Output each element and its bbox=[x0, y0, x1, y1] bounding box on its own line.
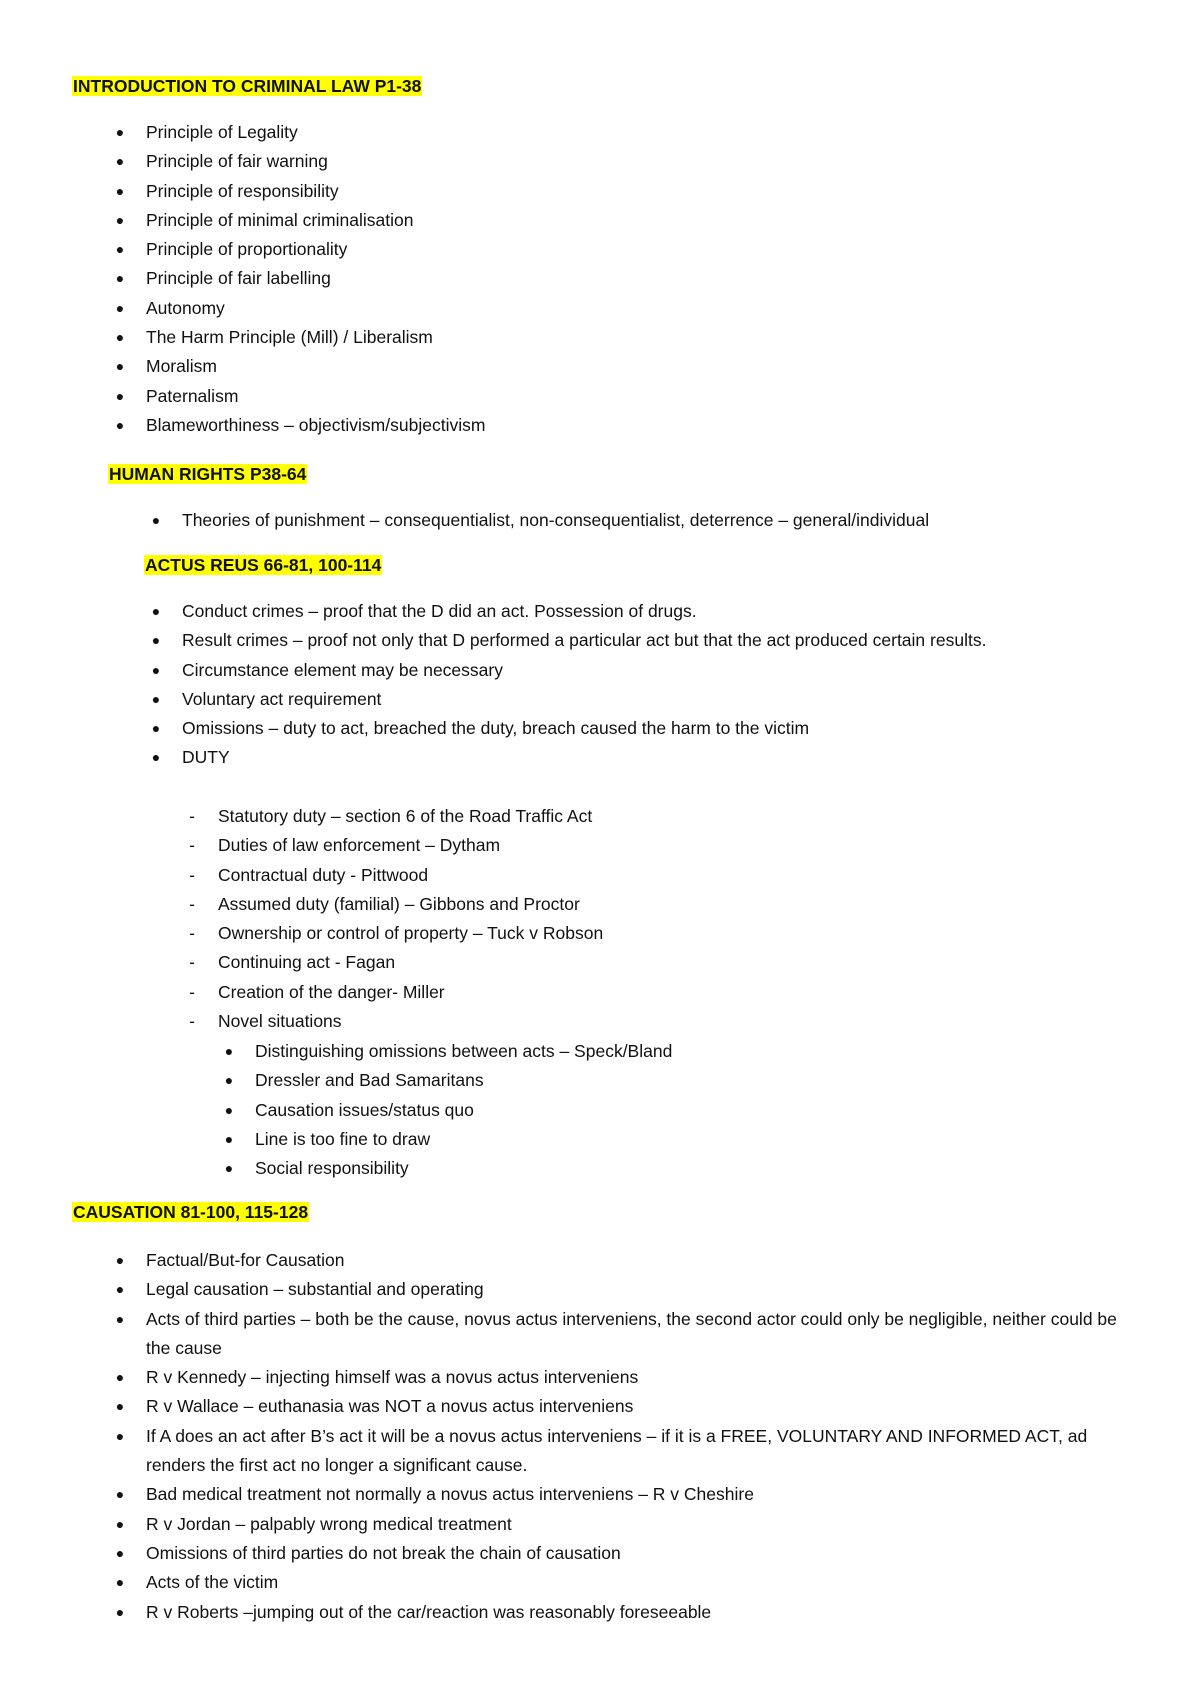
list-item-text: R v Jordan – palpably wrong medical treatment bbox=[146, 1513, 512, 1534]
list-item bbox=[115, 1392, 1136, 1421]
bullet-icon: ● bbox=[115, 1544, 125, 1561]
list-item bbox=[115, 118, 1146, 147]
list-item bbox=[115, 352, 1146, 381]
bullet-icon: ● bbox=[115, 387, 125, 404]
list-item bbox=[151, 597, 1082, 626]
list-item-text: Creation of the danger- Miller bbox=[218, 981, 445, 1002]
bullet-icon: ● bbox=[115, 241, 125, 258]
list-item-text: Moralism bbox=[146, 356, 217, 377]
dash-icon: - bbox=[189, 806, 195, 826]
bullet-icon: ● bbox=[224, 1072, 234, 1089]
bullet-icon: ● bbox=[151, 690, 161, 707]
human-rights-list bbox=[151, 506, 1162, 535]
bullet-icon: ● bbox=[224, 1043, 234, 1059]
bullet-icon: ● bbox=[115, 124, 125, 140]
bullet-icon: ● bbox=[115, 211, 125, 228]
bullet-icon: ● bbox=[151, 512, 161, 528]
list-item-text: Blameworthiness – objectivism/subjectivism bbox=[146, 414, 486, 435]
dash-icon: - bbox=[189, 923, 195, 944]
list-item-text: DUTY bbox=[182, 747, 230, 768]
dash-icon: - bbox=[189, 952, 195, 973]
list-item-text: Ownership or control of property – Tuck v Robson bbox=[218, 923, 604, 944]
bullet-icon: ● bbox=[151, 749, 161, 766]
list-item-text: Principle of proportionality bbox=[146, 239, 348, 260]
bullet-icon: ● bbox=[115, 1515, 125, 1532]
bullet-icon: ● bbox=[151, 632, 161, 649]
list-item bbox=[115, 1246, 1136, 1275]
list-item bbox=[115, 411, 1146, 440]
list-item bbox=[115, 147, 1146, 176]
dash-icon: - bbox=[189, 1011, 195, 1032]
list-item-text: Autonomy bbox=[146, 297, 225, 318]
bullet-icon: ● bbox=[115, 1281, 125, 1298]
novel-situations-list bbox=[224, 1037, 1135, 1183]
bullet-icon: ● bbox=[115, 416, 125, 433]
bullet-icon: ● bbox=[115, 358, 125, 375]
list-item-text: Acts of the victim bbox=[146, 1572, 279, 1593]
list-item-text: R v Roberts –jumping out of the car/reaction was reasonably foreseeable bbox=[146, 1601, 712, 1622]
actus-reus-heading bbox=[144, 553, 382, 577]
list-item-text: Principle of responsibility bbox=[146, 180, 339, 201]
list-item-text: Voluntary act requirement bbox=[182, 688, 382, 709]
human-rights-heading bbox=[108, 462, 307, 486]
list-item bbox=[115, 382, 1146, 411]
human-rights-heading-text: HUMAN RIGHTS P38-64 bbox=[109, 464, 307, 484]
list-item-text: Causation issues/status quo bbox=[255, 1099, 474, 1120]
list-item bbox=[189, 978, 1118, 1007]
bullet-icon: ● bbox=[115, 270, 125, 287]
list-item bbox=[224, 1066, 1135, 1095]
bullet-icon: ● bbox=[115, 1398, 125, 1415]
list-item-text: Legal causation – substantial and operating bbox=[146, 1279, 484, 1300]
list-item-text: Acts of third parties – both be the cause, novus actus interveniens, the second actor could only be negligible, neither could be the cause bbox=[146, 1308, 1117, 1358]
dash-icon: - bbox=[189, 981, 195, 1002]
list-item-text: Novel situations bbox=[218, 1011, 342, 1032]
bullet-icon: ● bbox=[151, 720, 161, 737]
bullet-icon: ● bbox=[224, 1160, 234, 1177]
list-item-text: If A does an act after B’s act it will be a novus actus interveniens – if it is a FREE, VOLUNTARY AND INFORMED ACT, ad renders the first act no longer a significant cause. bbox=[146, 1425, 1088, 1476]
list-item-text: Social responsibility bbox=[255, 1158, 409, 1179]
list-item-text: Theories of punishment – consequentialist, non-consequentialist, deterrence – general/individual bbox=[182, 510, 930, 530]
list-item-text: Continuing act - Fagan bbox=[218, 952, 396, 973]
bullet-icon: ● bbox=[151, 661, 161, 678]
list-item bbox=[115, 323, 1146, 352]
list-item bbox=[189, 890, 1118, 919]
list-item bbox=[189, 802, 1118, 831]
bullet-icon: ● bbox=[115, 1427, 125, 1444]
list-item bbox=[115, 1363, 1136, 1392]
list-item bbox=[115, 206, 1146, 235]
list-item bbox=[115, 235, 1146, 264]
list-item bbox=[151, 656, 1082, 685]
list-item-text: Principle of fair warning bbox=[146, 151, 328, 172]
list-item bbox=[224, 1125, 1135, 1154]
bullet-icon: ● bbox=[115, 1574, 125, 1591]
bullet-icon: ● bbox=[115, 1310, 125, 1327]
list-item bbox=[189, 948, 1118, 977]
list-item-text: Bad medical treatment not normally a novus actus interveniens – R v Cheshire bbox=[146, 1484, 754, 1505]
list-item bbox=[115, 1510, 1136, 1539]
list-item bbox=[189, 1007, 1118, 1036]
bullet-icon: ● bbox=[115, 1486, 125, 1503]
duty-list bbox=[189, 802, 1118, 1036]
list-item bbox=[151, 506, 1162, 535]
list-item bbox=[151, 714, 1082, 743]
list-item bbox=[189, 861, 1118, 890]
list-item bbox=[151, 626, 1082, 655]
list-item bbox=[115, 1422, 1136, 1481]
bullet-icon: ● bbox=[224, 1101, 234, 1118]
list-item-text: Principle of Legality bbox=[146, 122, 298, 142]
list-item-text: The Harm Principle (Mill) / Liberalism bbox=[146, 327, 433, 348]
actus-reus-list bbox=[151, 597, 1082, 773]
list-item bbox=[115, 1539, 1136, 1568]
actus-reus-heading-text: ACTUS REUS 66-81, 100-114 bbox=[145, 555, 382, 575]
list-item-text: Principle of minimal criminalisation bbox=[146, 209, 414, 230]
list-item-text: Contractual duty - Pittwood bbox=[218, 864, 429, 885]
intro-heading-text: INTRODUCTION TO CRIMINAL LAW P1-38 bbox=[73, 76, 422, 96]
list-item bbox=[115, 177, 1146, 206]
list-item bbox=[115, 1275, 1136, 1304]
list-item-text: Conduct crimes – proof that the D did an act. Possession of drugs. bbox=[182, 601, 697, 621]
list-item bbox=[189, 919, 1118, 948]
list-item-text: Distinguishing omissions between acts – Speck/Bland bbox=[255, 1041, 673, 1061]
list-item-text: Duties of law enforcement – Dytham bbox=[218, 835, 501, 856]
list-item bbox=[115, 1598, 1136, 1627]
list-item-text: Dressler and Bad Samaritans bbox=[255, 1070, 484, 1091]
list-item bbox=[115, 1568, 1136, 1597]
list-item-text: Factual/But-for Causation bbox=[146, 1250, 345, 1270]
causation-heading-text: CAUSATION 81-100, 115-128 bbox=[73, 1202, 309, 1222]
bullet-icon: ● bbox=[115, 153, 125, 170]
list-item bbox=[115, 1480, 1136, 1509]
list-item-text: Omissions – duty to act, breached the duty, breach caused the harm to the victim bbox=[182, 718, 810, 739]
bullet-icon: ● bbox=[115, 182, 125, 199]
dash-icon: - bbox=[189, 864, 195, 885]
list-item bbox=[151, 685, 1082, 714]
bullet-icon: ● bbox=[115, 1603, 125, 1620]
causation-heading bbox=[72, 1200, 309, 1224]
list-item-text: R v Wallace – euthanasia was NOT a novus actus interveniens bbox=[146, 1396, 634, 1417]
dash-icon: - bbox=[189, 893, 195, 914]
bullet-icon: ● bbox=[115, 329, 125, 346]
causation-list bbox=[115, 1246, 1136, 1627]
intro-list bbox=[115, 118, 1146, 440]
list-item bbox=[115, 1305, 1136, 1364]
list-item bbox=[115, 294, 1146, 323]
list-item-text: Paternalism bbox=[146, 385, 239, 406]
list-item-text: Omissions of third parties do not break the chain of causation bbox=[146, 1542, 621, 1563]
list-item-text: Assumed duty (familial) – Gibbons and Proctor bbox=[218, 893, 580, 914]
bullet-icon: ● bbox=[151, 603, 161, 619]
dash-icon: - bbox=[189, 835, 195, 856]
intro-heading bbox=[72, 74, 422, 98]
bullet-icon: ● bbox=[115, 1252, 125, 1268]
bullet-icon: ● bbox=[115, 299, 125, 316]
list-item-text: Result crimes – proof not only that D performed a particular act but that the act produced certain results. bbox=[182, 630, 987, 651]
list-item bbox=[189, 831, 1118, 860]
bullet-icon: ● bbox=[224, 1130, 234, 1147]
list-item-text: Statutory duty – section 6 of the Road Traffic Act bbox=[218, 806, 593, 826]
list-item bbox=[224, 1096, 1135, 1125]
list-item bbox=[224, 1037, 1135, 1066]
bullet-icon: ● bbox=[115, 1369, 125, 1386]
list-item-text: Principle of fair labelling bbox=[146, 268, 331, 289]
list-item bbox=[115, 264, 1146, 293]
list-item bbox=[224, 1154, 1135, 1183]
list-item-text: R v Kennedy – injecting himself was a novus actus interveniens bbox=[146, 1367, 639, 1388]
list-item-text: Line is too fine to draw bbox=[255, 1128, 431, 1149]
list-item-text: Circumstance element may be necessary bbox=[182, 659, 503, 680]
list-item bbox=[151, 743, 1082, 772]
